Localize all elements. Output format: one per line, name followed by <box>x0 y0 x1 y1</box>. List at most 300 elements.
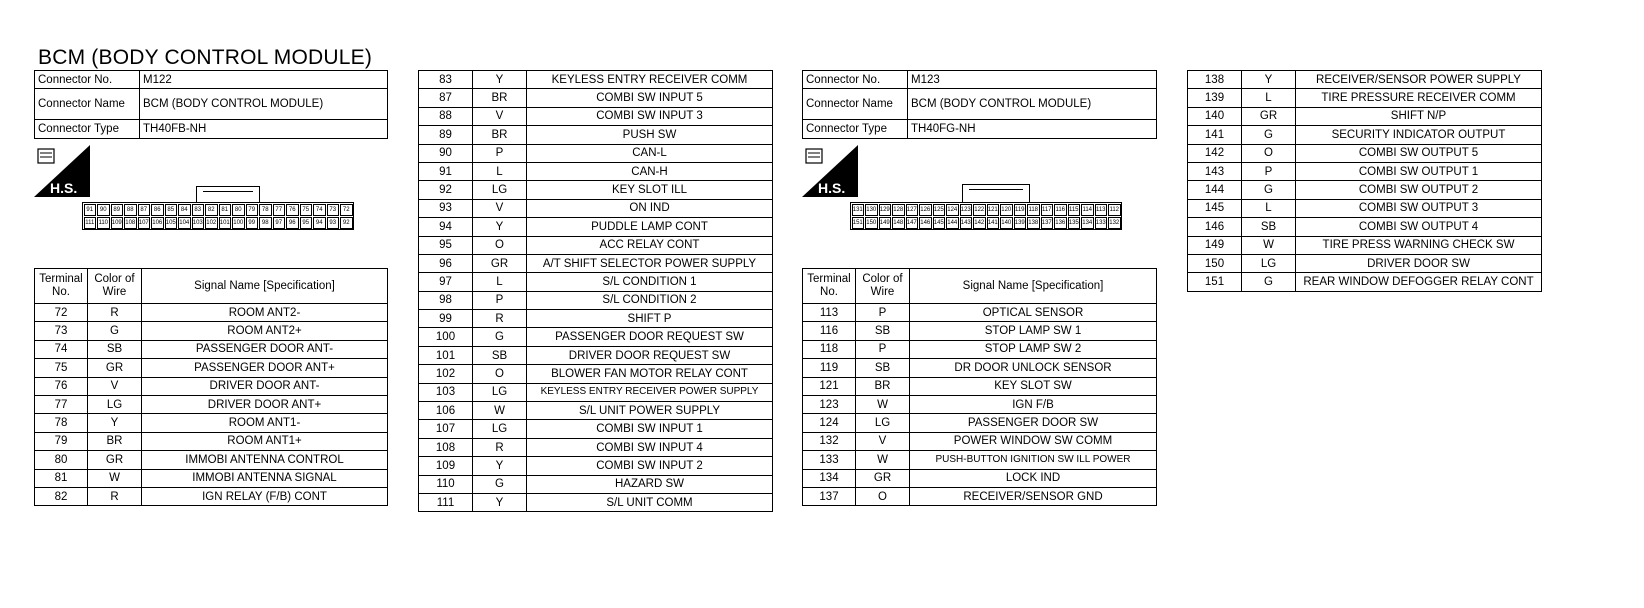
table-row <box>419 402 773 420</box>
table-row <box>419 273 773 291</box>
table-row <box>1188 162 1542 180</box>
connector-pin: 136 <box>1054 217 1067 229</box>
connector-pin: 142 <box>973 217 986 229</box>
table-row <box>803 377 1157 395</box>
wire-color-cell: W <box>1242 236 1296 254</box>
signal-name-cell: COMBI SW OUTPUT 1 <box>1296 162 1542 180</box>
wire-color-cell: G <box>473 328 527 346</box>
terminal-table-1 <box>34 268 388 506</box>
terminal-no-cell: 121 <box>803 377 856 395</box>
connector-pin: 102 <box>205 217 218 229</box>
connector-pin: 91 <box>84 204 97 216</box>
signal-name-cell: PASSENGER DOOR SW <box>910 414 1157 432</box>
wire-color-cell: LG <box>473 383 527 401</box>
wire-color-cell: SB <box>88 340 142 358</box>
signal-name-cell: CAN-L <box>527 144 773 162</box>
table-row <box>803 340 1157 358</box>
table-row <box>1188 218 1542 236</box>
signal-name-cell: SECURITY INDICATOR OUTPUT <box>1296 126 1542 144</box>
terminal-no-cell: 78 <box>35 414 88 432</box>
signal-name-cell: COMBI SW OUTPUT 4 <box>1296 218 1542 236</box>
terminal-no-cell: 109 <box>419 457 473 475</box>
terminal-no-cell: 88 <box>419 107 473 125</box>
signal-name-cell: OPTICAL SENSOR <box>910 304 1157 322</box>
wire-color-cell: Y <box>473 493 527 511</box>
header-signal-name: Signal Name [Specification] <box>142 269 388 304</box>
table-row <box>803 395 1157 413</box>
terminal-no-cell: 151 <box>1188 273 1242 291</box>
terminal-no-cell: 142 <box>1188 144 1242 162</box>
terminal-no-cell: 146 <box>1188 218 1242 236</box>
harness-side-icon <box>802 145 858 197</box>
connector-pin: 108 <box>124 217 137 229</box>
connector-pin: 88 <box>124 204 137 216</box>
terminal-no-cell: 97 <box>419 273 473 291</box>
wire-color-cell: L <box>1242 89 1296 107</box>
table-row <box>419 144 773 162</box>
terminal-table-4 <box>1187 70 1542 292</box>
wire-color-cell: O <box>473 236 527 254</box>
signal-name-cell: POWER WINDOW SW COMM <box>910 432 1157 450</box>
wire-color-cell: L <box>473 162 527 180</box>
table-row <box>35 469 388 487</box>
terminal-no-cell: 110 <box>419 475 473 493</box>
signal-name-cell: TIRE PRESSURE RECEIVER COMM <box>1296 89 1542 107</box>
connector-pin: 104 <box>178 217 191 229</box>
connector-pin: 126 <box>919 204 932 216</box>
signal-name-cell: COMBI SW OUTPUT 3 <box>1296 199 1542 217</box>
signal-name-cell: SHIFT N/P <box>1296 107 1542 125</box>
terminal-no-cell: 111 <box>419 493 473 511</box>
wire-color-cell: W <box>856 451 910 469</box>
terminal-no-cell: 72 <box>35 304 88 322</box>
signal-name-cell: IMMOBI ANTENNA SIGNAL <box>142 469 388 487</box>
wire-color-cell: G <box>473 475 527 493</box>
wire-color-cell: V <box>473 107 527 125</box>
connector-pin: 145 <box>933 217 946 229</box>
table-row <box>1188 181 1542 199</box>
connector-name-value: BCM (BODY CONTROL MODULE) <box>908 89 1157 120</box>
table-row <box>419 236 773 254</box>
table-row <box>1188 199 1542 217</box>
signal-name-cell: S/L CONDITION 2 <box>527 291 773 309</box>
terminal-no-cell: 74 <box>35 340 88 358</box>
connector-pin: 116 <box>1054 204 1067 216</box>
wire-color-cell: V <box>88 377 142 395</box>
connector-info-table-m122 <box>34 70 388 139</box>
terminal-no-cell: 149 <box>1188 236 1242 254</box>
terminal-no-cell: 150 <box>1188 254 1242 272</box>
connector-pin: 148 <box>892 217 905 229</box>
connector-pin: 114 <box>1081 204 1094 216</box>
wire-color-cell: BR <box>473 89 527 107</box>
table-row <box>419 365 773 383</box>
connector-face-m122 <box>82 202 354 230</box>
signal-name-cell: ACC RELAY CONT <box>527 236 773 254</box>
signal-name-cell: COMBI SW OUTPUT 2 <box>1296 181 1542 199</box>
table-row <box>803 414 1157 432</box>
signal-name-cell: REAR WINDOW DEFOGGER RELAY CONT <box>1296 273 1542 291</box>
table-row <box>803 487 1157 505</box>
table-row <box>35 322 388 340</box>
terminal-no-cell: 98 <box>419 291 473 309</box>
connector-pin: 101 <box>219 217 232 229</box>
label-connector-no: Connector No. <box>803 71 908 89</box>
connector-pin: 141 <box>987 217 1000 229</box>
signal-name-cell: ROOM ANT1- <box>142 414 388 432</box>
connector-latch <box>962 184 1030 203</box>
terminal-no-cell: 93 <box>419 199 473 217</box>
connector-no-value: M123 <box>908 71 1157 89</box>
connector-pin: 112 <box>1108 204 1121 216</box>
connector-pin: 132 <box>1108 217 1121 229</box>
signal-name-cell: ON IND <box>527 199 773 217</box>
wire-color-cell: P <box>1242 162 1296 180</box>
signal-name-cell: ROOM ANT2- <box>142 304 388 322</box>
connector-pin: 96 <box>286 217 299 229</box>
signal-name-cell: DRIVER DOOR REQUEST SW <box>527 346 773 364</box>
table-row <box>803 304 1157 322</box>
signal-name-cell: PUSH-BUTTON IGNITION SW ILL POWER <box>910 451 1157 469</box>
terminal-no-cell: 96 <box>419 254 473 272</box>
harness-side-icon <box>34 145 90 197</box>
connector-pin: 146 <box>919 217 932 229</box>
table-row <box>803 432 1157 450</box>
terminal-no-cell: 80 <box>35 451 88 469</box>
table-row <box>35 359 388 377</box>
signal-name-cell: PASSENGER DOOR ANT+ <box>142 359 388 377</box>
connector-pin: 117 <box>1041 204 1054 216</box>
terminal-no-cell: 132 <box>803 432 856 450</box>
connector-pin: 84 <box>178 204 191 216</box>
signal-name-cell: CAN-H <box>527 162 773 180</box>
terminal-no-cell: 141 <box>1188 126 1242 144</box>
wire-color-cell: G <box>1242 181 1296 199</box>
table-row <box>1188 254 1542 272</box>
wire-color-cell: W <box>473 402 527 420</box>
table-row <box>35 432 388 450</box>
signal-name-cell: ROOM ANT2+ <box>142 322 388 340</box>
wire-color-cell: V <box>856 432 910 450</box>
wire-color-cell: SB <box>1242 218 1296 236</box>
table-row <box>419 438 773 456</box>
connector-pin: 92 <box>340 217 353 229</box>
connector-pin: 150 <box>865 217 878 229</box>
signal-name-cell: KEYLESS ENTRY RECEIVER COMM <box>527 71 773 89</box>
table-row <box>419 457 773 475</box>
connector-pin: 120 <box>1000 204 1013 216</box>
wire-color-cell: SB <box>856 322 910 340</box>
connector-pin: 80 <box>232 204 245 216</box>
wire-color-cell: R <box>473 438 527 456</box>
table-row <box>419 291 773 309</box>
signal-name-cell: DR DOOR UNLOCK SENSOR <box>910 359 1157 377</box>
signal-name-cell: IMMOBI ANTENNA CONTROL <box>142 451 388 469</box>
connector-pin: 105 <box>165 217 178 229</box>
connector-pin: 138 <box>1027 217 1040 229</box>
terminal-no-cell: 103 <box>419 383 473 401</box>
wire-color-cell: P <box>856 304 910 322</box>
terminal-no-cell: 108 <box>419 438 473 456</box>
connector-pin: 129 <box>879 204 892 216</box>
signal-name-cell: A/T SHIFT SELECTOR POWER SUPPLY <box>527 254 773 272</box>
wire-color-cell: BR <box>856 377 910 395</box>
terminal-no-cell: 118 <box>803 340 856 358</box>
signal-name-cell: COMBI SW INPUT 4 <box>527 438 773 456</box>
table-row <box>419 475 773 493</box>
table-row <box>419 346 773 364</box>
connector-pin: 134 <box>1081 217 1094 229</box>
connector-type-value: TH40FB-NH <box>140 120 388 138</box>
table-row <box>35 304 388 322</box>
terminal-no-cell: 107 <box>419 420 473 438</box>
page-title: BCM (BODY CONTROL MODULE) <box>38 46 373 69</box>
table-row <box>419 493 773 511</box>
hs-label: H.S. <box>50 180 78 196</box>
connector-pin: 149 <box>879 217 892 229</box>
table-row <box>419 162 773 180</box>
terminal-no-cell: 138 <box>1188 71 1242 89</box>
wire-color-cell: Y <box>1242 71 1296 89</box>
signal-name-cell: DRIVER DOOR ANT+ <box>142 395 388 413</box>
terminal-no-cell: 75 <box>35 359 88 377</box>
terminal-no-cell: 90 <box>419 144 473 162</box>
wire-color-cell: G <box>1242 126 1296 144</box>
wire-color-cell: L <box>1242 199 1296 217</box>
signal-name-cell: SHIFT P <box>527 310 773 328</box>
connector-pin: 143 <box>960 217 973 229</box>
wire-color-cell: Y <box>473 218 527 236</box>
table-row <box>35 414 388 432</box>
table-row <box>1188 89 1542 107</box>
connector-pin: 87 <box>138 204 151 216</box>
signal-name-cell: HAZARD SW <box>527 475 773 493</box>
terminal-no-cell: 100 <box>419 328 473 346</box>
table-row <box>419 89 773 107</box>
signal-name-cell: IGN RELAY (F/B) CONT <box>142 487 388 505</box>
table-row <box>803 469 1157 487</box>
terminal-no-cell: 124 <box>803 414 856 432</box>
table-row <box>419 328 773 346</box>
table-row <box>419 199 773 217</box>
wire-color-cell: O <box>856 487 910 505</box>
terminal-no-cell: 81 <box>35 469 88 487</box>
connector-pin: 81 <box>219 204 232 216</box>
connector-pin: 83 <box>192 204 205 216</box>
terminal-no-cell: 144 <box>1188 181 1242 199</box>
signal-name-cell: KEYLESS ENTRY RECEIVER POWER SUPPLY <box>527 383 773 401</box>
connector-pin: 140 <box>1000 217 1013 229</box>
table-row <box>803 451 1157 469</box>
signal-name-cell: KEY SLOT ILL <box>527 181 773 199</box>
table-row <box>35 451 388 469</box>
terminal-no-cell: 91 <box>419 162 473 180</box>
terminal-no-cell: 119 <box>803 359 856 377</box>
connector-pin: 137 <box>1041 217 1054 229</box>
connector-pin: 139 <box>1014 217 1027 229</box>
hs-label: H.S. <box>818 180 846 196</box>
connector-pin: 73 <box>327 204 340 216</box>
wire-color-cell: P <box>473 291 527 309</box>
connector-pin: 74 <box>313 204 326 216</box>
terminal-no-cell: 134 <box>803 469 856 487</box>
wire-color-cell: P <box>856 340 910 358</box>
connector-pin: 144 <box>946 217 959 229</box>
connector-pin: 72 <box>340 204 353 216</box>
signal-name-cell: BLOWER FAN MOTOR RELAY CONT <box>527 365 773 383</box>
signal-name-cell: S/L CONDITION 1 <box>527 273 773 291</box>
table-row <box>1188 273 1542 291</box>
header-terminal-no: Terminal No. <box>803 269 856 304</box>
header-color-of-wire: Color of Wire <box>856 269 910 304</box>
connector-pin: 131 <box>852 204 865 216</box>
connector-no-value: M122 <box>140 71 388 89</box>
signal-name-cell: COMBI SW INPUT 3 <box>527 107 773 125</box>
table-row <box>419 420 773 438</box>
terminal-no-cell: 82 <box>35 487 88 505</box>
connector-pin: 86 <box>151 204 164 216</box>
terminal-no-cell: 123 <box>803 395 856 413</box>
signal-name-cell: S/L UNIT COMM <box>527 493 773 511</box>
connector-face-m123 <box>850 202 1122 230</box>
header-terminal-no: Terminal No. <box>35 269 88 304</box>
connector-pin: 151 <box>852 217 865 229</box>
connector-pin: 79 <box>246 204 259 216</box>
terminal-no-cell: 101 <box>419 346 473 364</box>
wire-color-cell: G <box>88 322 142 340</box>
signal-name-cell: ROOM ANT1+ <box>142 432 388 450</box>
signal-name-cell: IGN F/B <box>910 395 1157 413</box>
connector-pin: 113 <box>1095 204 1108 216</box>
terminal-no-cell: 89 <box>419 126 473 144</box>
signal-name-cell: COMBI SW INPUT 5 <box>527 89 773 107</box>
connector-pin: 97 <box>273 217 286 229</box>
connector-pin: 119 <box>1014 204 1027 216</box>
table-row <box>419 254 773 272</box>
connector-pin: 118 <box>1027 204 1040 216</box>
table-row <box>35 487 388 505</box>
wire-color-cell: P <box>473 144 527 162</box>
signal-name-cell: TIRE PRESS WARNING CHECK SW <box>1296 236 1542 254</box>
connector-pin: 123 <box>960 204 973 216</box>
signal-name-cell: STOP LAMP SW 1 <box>910 322 1157 340</box>
signal-name-cell: RECEIVER/SENSOR POWER SUPPLY <box>1296 71 1542 89</box>
wire-color-cell: SB <box>856 359 910 377</box>
connector-pin: 125 <box>933 204 946 216</box>
connector-pin: 90 <box>97 204 110 216</box>
terminal-no-cell: 102 <box>419 365 473 383</box>
table-row <box>419 181 773 199</box>
connector-pin: 94 <box>313 217 326 229</box>
table-row <box>35 377 388 395</box>
table-row <box>1188 144 1542 162</box>
terminal-no-cell: 83 <box>419 71 473 89</box>
table-row <box>419 383 773 401</box>
signal-name-cell: RECEIVER/SENSOR GND <box>910 487 1157 505</box>
label-connector-no: Connector No. <box>35 71 140 89</box>
signal-name-cell: PUDDLE LAMP CONT <box>527 218 773 236</box>
table-row <box>1188 236 1542 254</box>
terminal-no-cell: 116 <box>803 322 856 340</box>
connector-pin: 111 <box>84 217 97 229</box>
wire-color-cell: Y <box>473 457 527 475</box>
terminal-no-cell: 73 <box>35 322 88 340</box>
table-row <box>35 340 388 358</box>
connector-pin: 99 <box>246 217 259 229</box>
wire-color-cell: O <box>1242 144 1296 162</box>
connector-pin: 147 <box>906 217 919 229</box>
signal-name-cell: COMBI SW OUTPUT 5 <box>1296 144 1542 162</box>
table-row <box>35 395 388 413</box>
table-row <box>419 310 773 328</box>
signal-name-cell: S/L UNIT POWER SUPPLY <box>527 402 773 420</box>
terminal-no-cell: 140 <box>1188 107 1242 125</box>
wire-color-cell: R <box>88 487 142 505</box>
wire-color-cell: SB <box>473 346 527 364</box>
signal-name-cell: PASSENGER DOOR ANT- <box>142 340 388 358</box>
connector-pin: 124 <box>946 204 959 216</box>
connector-pin: 115 <box>1068 204 1081 216</box>
terminal-no-cell: 143 <box>1188 162 1242 180</box>
signal-name-cell: DRIVER DOOR SW <box>1296 254 1542 272</box>
terminal-no-cell: 87 <box>419 89 473 107</box>
terminal-no-cell: 113 <box>803 304 856 322</box>
wire-color-cell: LG <box>1242 254 1296 272</box>
table-row <box>803 322 1157 340</box>
header-signal-name: Signal Name [Specification] <box>910 269 1157 304</box>
wire-color-cell: GR <box>856 469 910 487</box>
signal-name-cell: COMBI SW INPUT 2 <box>527 457 773 475</box>
connector-pin: 75 <box>300 204 313 216</box>
connector-pin: 127 <box>906 204 919 216</box>
connector-pin: 110 <box>97 217 110 229</box>
connector-pin: 77 <box>273 204 286 216</box>
terminal-no-cell: 137 <box>803 487 856 505</box>
connector-pin: 135 <box>1068 217 1081 229</box>
connector-pin: 103 <box>192 217 205 229</box>
terminal-no-cell: 79 <box>35 432 88 450</box>
connector-pin: 107 <box>138 217 151 229</box>
wire-color-cell: G <box>1242 273 1296 291</box>
wire-color-cell: V <box>473 199 527 217</box>
connector-pin: 121 <box>987 204 1000 216</box>
connector-pin: 93 <box>327 217 340 229</box>
table-row <box>803 359 1157 377</box>
terminal-no-cell: 99 <box>419 310 473 328</box>
wire-color-cell: LG <box>473 181 527 199</box>
connector-pin: 85 <box>165 204 178 216</box>
connector-pin: 98 <box>259 217 272 229</box>
wire-color-cell: LG <box>856 414 910 432</box>
connector-info-table-m123 <box>802 70 1157 139</box>
wire-color-cell: R <box>473 310 527 328</box>
table-row <box>1188 71 1542 89</box>
connector-pin: 130 <box>865 204 878 216</box>
wire-color-cell: LG <box>473 420 527 438</box>
table-row <box>1188 126 1542 144</box>
connector-pin: 76 <box>286 204 299 216</box>
terminal-no-cell: 92 <box>419 181 473 199</box>
signal-name-cell: LOCK IND <box>910 469 1157 487</box>
wire-color-cell: W <box>88 469 142 487</box>
wire-color-cell: O <box>473 365 527 383</box>
table-row <box>419 126 773 144</box>
signal-name-cell: PUSH SW <box>527 126 773 144</box>
signal-name-cell: PASSENGER DOOR REQUEST SW <box>527 328 773 346</box>
terminal-no-cell: 77 <box>35 395 88 413</box>
connector-pin: 122 <box>973 204 986 216</box>
terminal-no-cell: 145 <box>1188 199 1242 217</box>
